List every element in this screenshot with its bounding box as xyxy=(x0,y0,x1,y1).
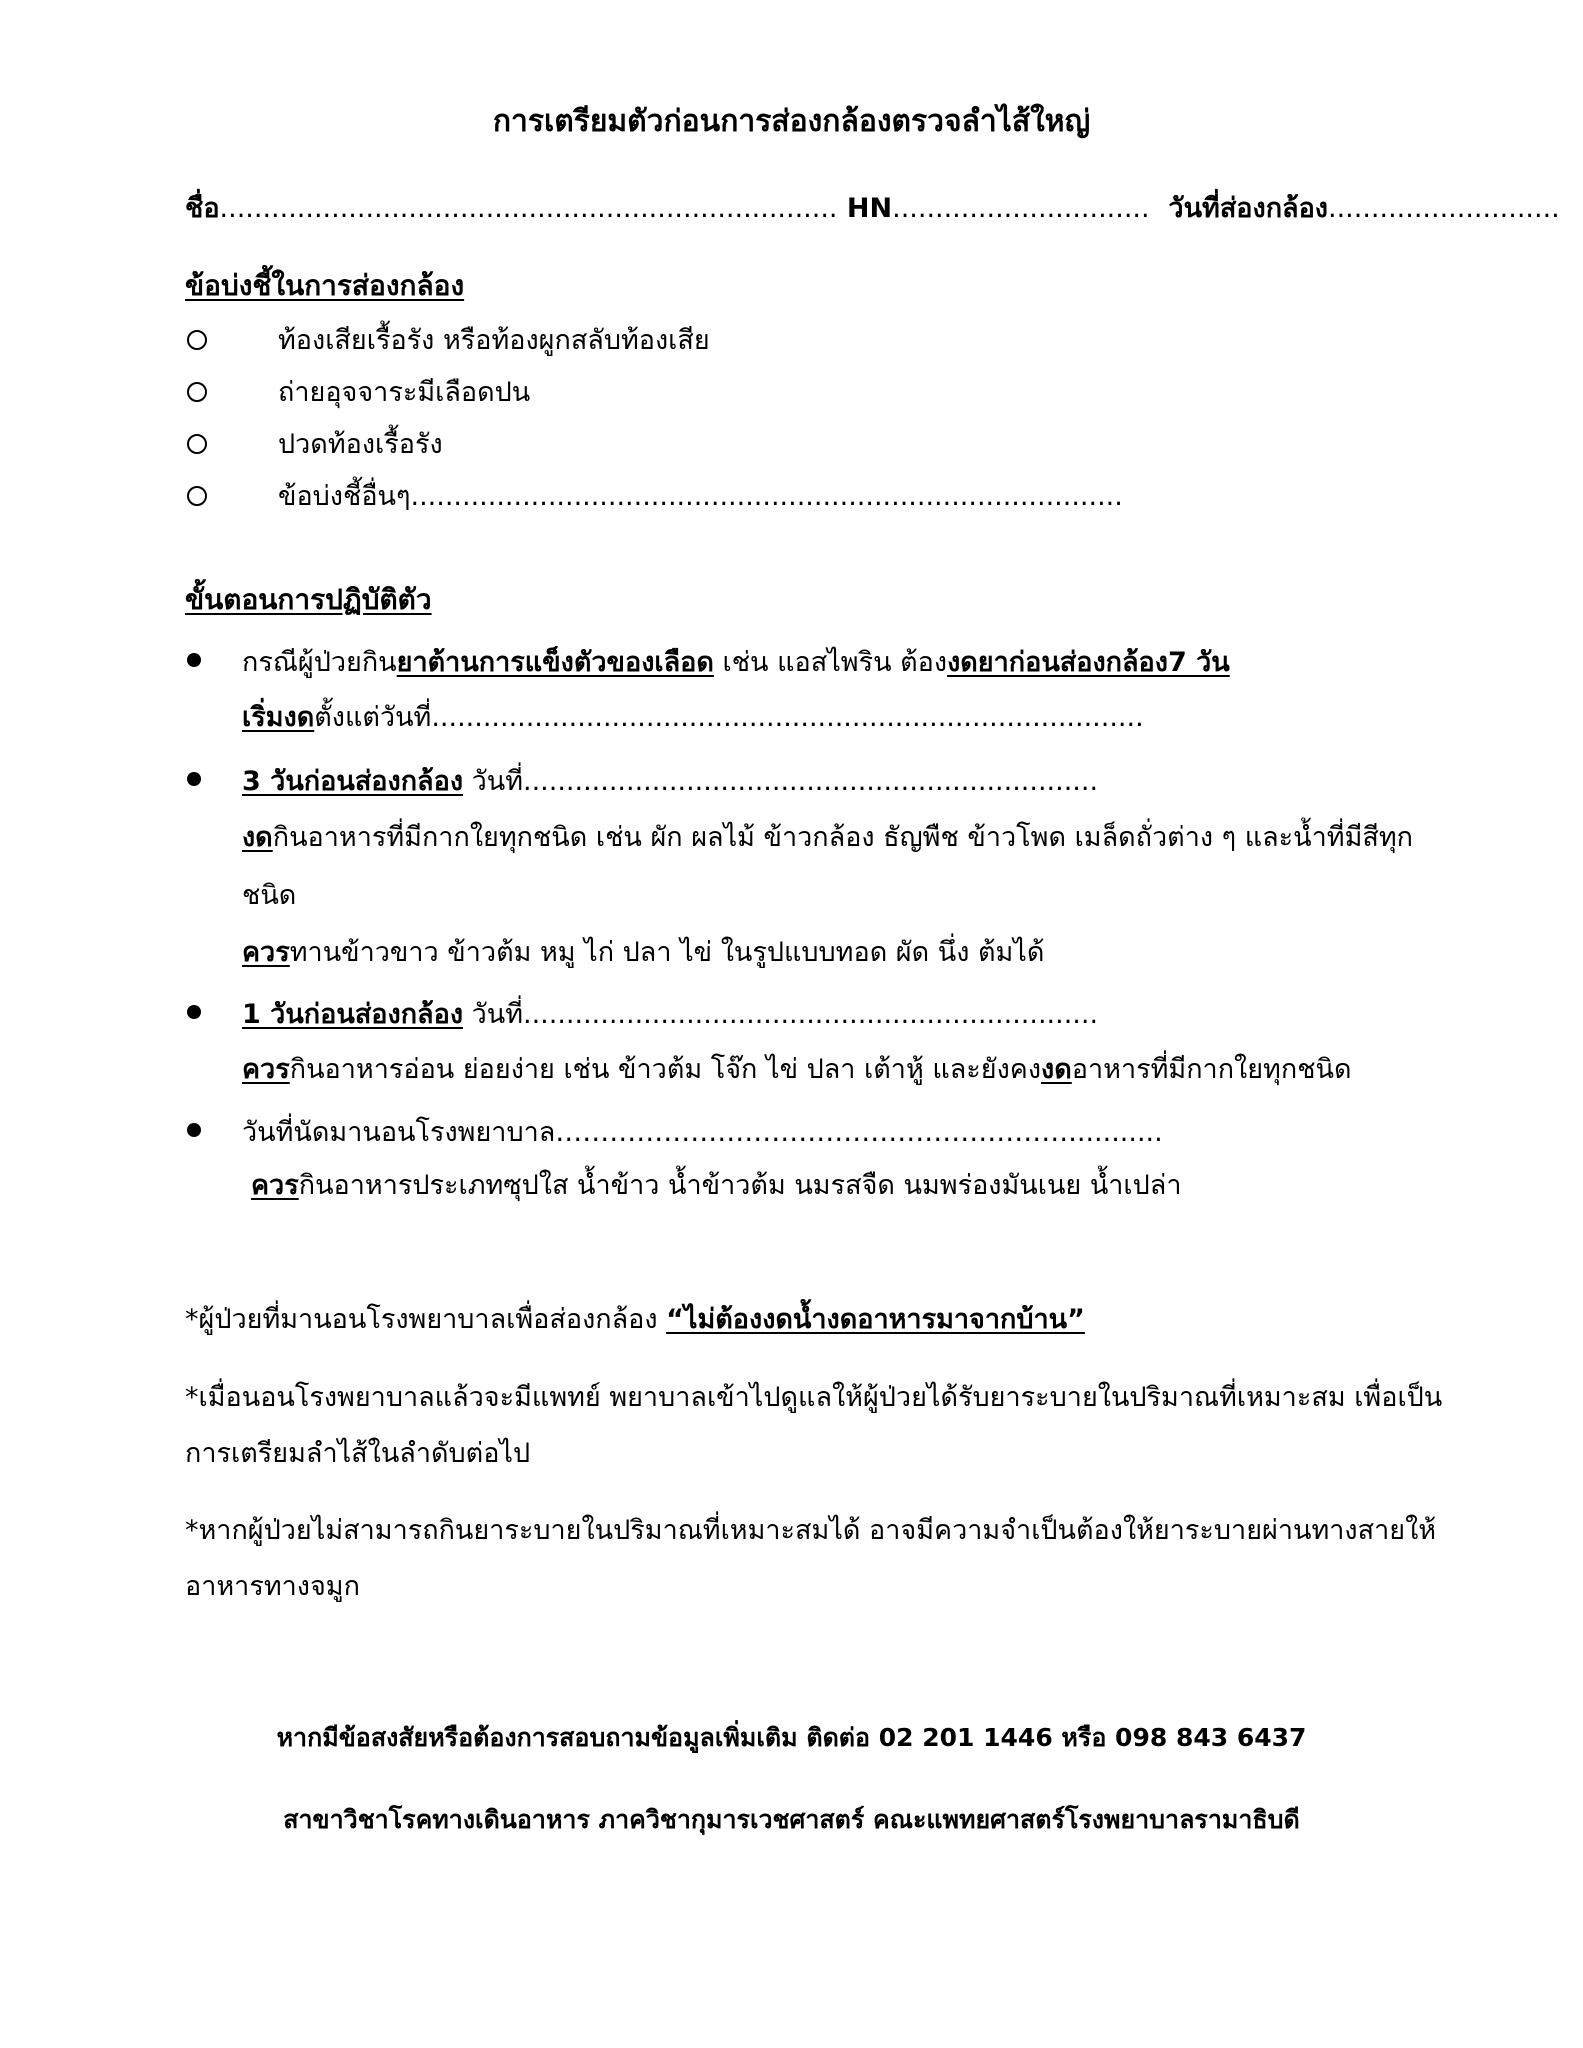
step-2-should: ควร xyxy=(242,937,290,968)
step-2-should-text: ทานข้าวขาว ข้าวต้ม หมู ไก่ ปลา ไข่ ในรูปแบบทอด ผัด นึ่ง ต้มได้ xyxy=(289,937,1045,968)
note-1 xyxy=(185,1297,1085,1340)
note-3-line-2: อาหารทางจมูก xyxy=(185,1571,360,1602)
step-3-should: ควร xyxy=(242,1054,290,1085)
step-3-avoid: งด xyxy=(1041,1054,1072,1085)
bullet-icon xyxy=(187,1122,201,1141)
name-label: ชื่อ xyxy=(185,193,220,224)
indication-item: ข้อบ่งชี้อื่นๆ................................................................................... xyxy=(278,481,1123,512)
step-3-line-2 xyxy=(242,1047,1352,1090)
step-3-line-1 xyxy=(242,992,1098,1035)
circle-bullet-icon xyxy=(187,382,207,406)
bullet-icon xyxy=(187,771,201,790)
step-2-line-2 xyxy=(242,815,1413,858)
step-2-heading: 3 วันก่อนส่องกล้อง xyxy=(242,766,463,797)
step-1-start-stop: เริ่มงด xyxy=(242,702,315,733)
step-4-line-1: วันที่นัดมานอนโรงพยาบาล…………………………………………………........... xyxy=(242,1117,1163,1148)
step-2-line-1 xyxy=(242,759,1098,802)
step-4-text: กินอาหารประเภทซุปใส น้ำข้าว น้ำข้าวต้ม นมรสจืด นมพร่องมันเนย น้ำเปล่า xyxy=(298,1170,1182,1201)
step-2-line-4 xyxy=(242,930,1044,973)
circle-bullet-icon xyxy=(187,486,207,510)
step-2-date-dots: วันที่................................................................... xyxy=(463,766,1099,797)
indication-item: ท้องเสียเรื้อรัง หรือท้องผูกสลับท้องเสีย xyxy=(278,325,710,356)
page-title: การเตรียมตัวก่อนการส่องกล้องตรวจลำไส้ใหญ่ xyxy=(492,104,1091,139)
organization-line: สาขาวิชาโรคทางเดินอาหาร ภาควิชากุมารเวชศาสตร์ คณะแพทยศาสตร์โรงพยาบาลรามาธิบดี xyxy=(283,1805,1300,1834)
patient-fields-row xyxy=(185,186,1560,229)
indications-heading: ข้อบ่งชี้ในการส่องกล้อง xyxy=(185,269,465,302)
bullet-icon xyxy=(187,1004,201,1023)
step-3-date-dots: วันที่................................................................... xyxy=(463,999,1099,1030)
step-2-avoid-text: กินอาหารที่มีกากใยทุกชนิด เช่น ผัก ผลไม้ ข้าวกล้อง ธัญพืช ข้าวโพด เมล็ดถั่วต่าง ๆ และน้ำที่มีสีทุก xyxy=(272,822,1414,853)
step-1-line-1 xyxy=(242,640,1230,683)
circle-bullet-icon xyxy=(187,434,207,458)
step-1-anticoagulant: ยาต้านการแข็งตัวของเลือด xyxy=(396,647,714,678)
step-3-heading: 1 วันก่อนส่องกล้อง xyxy=(242,999,463,1030)
note-2-line-2: การเตรียมลำไส้ในลำดับต่อไป xyxy=(185,1438,531,1469)
step-4-should: ควร xyxy=(251,1170,299,1201)
circle-bullet-icon xyxy=(187,330,207,354)
step-3-text-end: อาหารที่มีกากใยทุกชนิด xyxy=(1071,1054,1352,1085)
indication-item: ปวดท้องเรื้อรัง xyxy=(278,429,443,460)
note-2-line-1: *เมื่อนอนโรงพยาบาลแล้วจะมีแพทย์ พยาบาลเข้าไปดูแลให้ผู้ป่วยได้รับยาระบายในปริมาณที่เหมาะสม เพื่อเป็น xyxy=(185,1382,1443,1413)
scope-date-dots: ........................... xyxy=(1328,193,1560,224)
scope-date-label: วันที่ส่องกล้อง xyxy=(1168,193,1328,224)
step-4-line-2 xyxy=(251,1163,1182,1206)
hn-label: HN xyxy=(846,193,893,224)
step-1-date-dots: ตั้งแต่วันที่................................................................................... xyxy=(314,702,1144,733)
step-1-line-2 xyxy=(242,695,1144,738)
hn-dots: .............................. xyxy=(892,193,1150,224)
step-2-avoid: งด xyxy=(242,822,273,853)
note-1-emphasis: “ไม่ต้องงดน้ำงดอาหารมาจากบ้าน” xyxy=(666,1304,1085,1335)
note-1-text: *ผู้ป่วยที่มานอนโรงพยาบาลเพื่อส่องกล้อง xyxy=(185,1304,667,1335)
step-1-stop-7-days: งดยาก่อนส่องกล้อง7 วัน xyxy=(947,647,1230,678)
step-3-text: กินอาหารอ่อน ย่อยง่าย เช่น ข้าวต้ม โจ๊ก ไข่ ปลา เต้าหู้ และยังคง xyxy=(289,1054,1042,1085)
step-1-text: กรณีผู้ป่วยกิน xyxy=(242,647,397,678)
note-3-line-1: *หากผู้ป่วยไม่สามารถกินยาระบายในปริมาณที่เหมาะสมได้ อาจมีความจำเป็นต้องให้ยาระบายผ่านทางสายให้ xyxy=(185,1515,1437,1546)
steps-heading: ขั้นตอนการปฏิบัติตัว xyxy=(185,583,432,616)
indication-item: ถ่ายอุจจาระมีเลือดปน xyxy=(278,377,531,408)
step-2-line-3: ชนิด xyxy=(242,880,297,911)
bullet-icon xyxy=(187,652,201,671)
contact-line: หากมีข้อสงสัยหรือต้องการสอบถามข้อมูลเพิ่มเติม ติดต่อ 02 201 1446 หรือ 098 843 6437 xyxy=(276,1723,1307,1752)
name-dots: ........................................................................ xyxy=(219,193,838,224)
step-1-text: เช่น แอสไพริน ต้อง xyxy=(713,647,948,678)
